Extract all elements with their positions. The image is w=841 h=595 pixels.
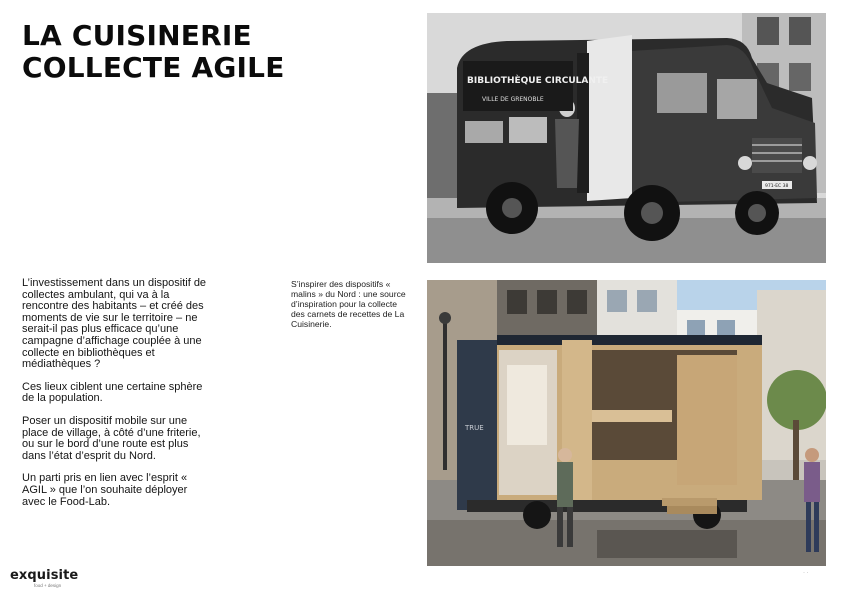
truck-sign-line-1: BIBLIOTHÈQUE CIRCULANTE bbox=[467, 76, 609, 86]
body-text bbox=[22, 278, 212, 519]
vintage-library-truck-photo bbox=[427, 13, 826, 263]
page-mark: · · bbox=[803, 570, 809, 576]
license-plate: 971-EC 38 bbox=[765, 184, 789, 189]
logo-tagline: food + design bbox=[34, 583, 62, 588]
truck-panel-text: TRUE bbox=[465, 424, 484, 432]
photo-caption: S’inspirer des dispositifs « malins » du Nord : une source d’inspiration pour la collecte des carnets de recettes de La Cuisinerie. bbox=[291, 279, 406, 329]
paragraph-2: Ces lieux ciblent une certaine sphère de la population. bbox=[22, 380, 203, 405]
page-title bbox=[22, 20, 352, 84]
title-line-2: COLLECTE AGILE bbox=[22, 51, 285, 84]
paragraph-4: Un parti pris en lien avec l’esprit « AGIL » que l’on souhaite déployer avec le Food-Lab. bbox=[22, 472, 188, 508]
truck-sign-line-2: VILLE DE GRENOBLE bbox=[482, 96, 544, 103]
logo-wordmark: exquisite bbox=[10, 568, 79, 583]
brand-logo bbox=[10, 569, 100, 589]
title-line-1: LA CUISINERIE bbox=[22, 19, 252, 52]
paragraph-1: L’investissement dans un dispositif de collectes ambulant, qui va à la rencontre des habitants – et créé des moments de vie sur le territoire – ne serait-il pas plus efficace qu’une campagne d’affichage couplée à une collecte en bibliothèques et médiathèques ? bbox=[22, 277, 207, 371]
modern-kiosk-truck-photo bbox=[427, 280, 826, 566]
paragraph-3: Poser un dispositif mobile sur une place de village, à côté d’une friterie, ou sur le bord d’une route est plus dans l’état d’esprit du Nord. bbox=[22, 414, 201, 462]
